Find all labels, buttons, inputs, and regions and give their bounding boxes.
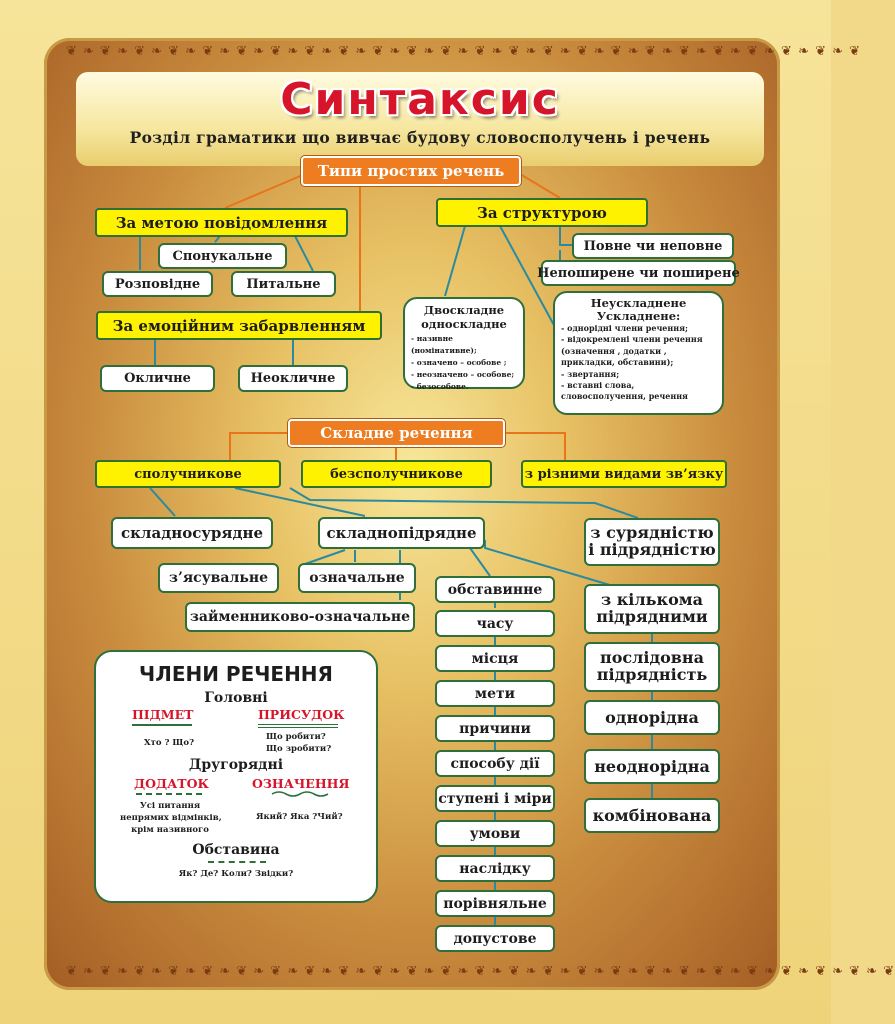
imperative-box: Спонукальне xyxy=(158,243,287,269)
attribute-question: Який? Яка ?Чий? xyxy=(256,812,343,822)
attribute-wavy-underline xyxy=(272,790,328,798)
complicated-item: (означення , додатки , xyxy=(561,345,667,356)
sequential-line-1: послідовна xyxy=(599,648,704,668)
top-ornament: ❦ ❧ ❦ ❧ ❦ ❧ ❦ ❧ ❦ ❧ ❦ ❧ ❦ ❧ ❦ ❧ ❦ ❧ ❦ ❧ ❦ ❧ ❦ ❧ ❦ ❧ ❦ ❧ ❦ ❧ ❦ ❧ ❦ ❧ ❦ ❧ ❦ ❧ ❦ ❧ ❦ ❧ ❦ ❧ ❦ ❧ ❦ xyxy=(66,44,862,59)
object-question-2: непрямих відмінків, xyxy=(120,813,222,823)
subordinate-box: складнопідрядне xyxy=(318,517,485,549)
several-line-2: підрядними xyxy=(596,607,708,626)
complicated-title-2: Ускладнене: xyxy=(596,309,681,323)
complicated-item: - звертання; xyxy=(561,368,620,379)
coordination-line-1: з сурядністю xyxy=(590,523,714,543)
two-part-item: - називне (номінативне); xyxy=(411,334,477,355)
complicated-card xyxy=(553,291,724,415)
complicated-item: словосполучення, речення xyxy=(561,391,688,402)
explanatory-box: з’ясувальне xyxy=(158,563,279,593)
two-part-card xyxy=(403,297,525,389)
adverbial-type-box: наслідку xyxy=(435,855,555,882)
extended-box: Непоширене чи поширене xyxy=(541,260,736,286)
two-part-item: - неозначено – особове; xyxy=(411,370,515,379)
two-part-list xyxy=(411,333,517,393)
secondary-members-label: Другорядні xyxy=(188,757,284,773)
adverbial-question: Як? Де? Коли? Звідки? xyxy=(178,869,294,879)
attributive-box: означальне xyxy=(298,563,416,593)
declarative-box: Розповідне xyxy=(102,271,213,297)
two-part-title-1: Двоскладне xyxy=(423,303,505,317)
adverbial-type-box: ступені і міри xyxy=(435,785,555,812)
by-emotion-box: За емоційним забарвленням xyxy=(96,311,382,340)
predicate-question-1: Що робити? xyxy=(266,732,326,742)
adverbial-type-box: умови xyxy=(435,820,555,847)
object-question-3: крім називного xyxy=(131,825,209,835)
adverbial-type-box: способу дії xyxy=(435,750,555,777)
non-conjunctive-box: безсполучникове xyxy=(301,460,492,488)
sequential-subordination-box xyxy=(584,642,720,692)
coordination-subordination-box xyxy=(584,518,720,566)
adverbial-type-box: мети xyxy=(435,680,555,707)
pronominal-box: займенниково-означальне xyxy=(185,602,415,632)
complex-sentence-header: Складне речення xyxy=(288,419,505,447)
complicated-item: - однорідні члени речення; xyxy=(561,323,688,333)
coordination-line-2: і підрядністю xyxy=(588,540,716,559)
object-underline xyxy=(136,793,202,795)
attribute-label: ОЗНАЧЕННЯ xyxy=(252,776,350,791)
adverbial-type-box: місця xyxy=(435,645,555,672)
complicated-list xyxy=(561,323,716,403)
page-title: Синтаксис xyxy=(280,74,560,125)
adverbial-type-box: часу xyxy=(435,610,555,637)
heterogeneous-box: неоднорідна xyxy=(584,749,720,784)
two-part-item: - означено – особове ; xyxy=(411,358,507,367)
several-subordinates-box xyxy=(584,584,720,634)
adverbial-type-box: причини xyxy=(435,715,555,742)
complicated-item: прикладки, обставини); xyxy=(561,357,674,368)
predicate-label: ПРИСУДОК xyxy=(258,707,345,722)
complicated-title-1: Неускладнене xyxy=(590,296,687,310)
combined-box: комбінована xyxy=(584,798,720,833)
by-structure-box: За структурою xyxy=(436,198,648,227)
mixed-connection-box: з різними видами зв’язку xyxy=(521,460,727,488)
sentence-members-card xyxy=(94,650,378,903)
complete-box: Повне чи неповне xyxy=(572,233,734,259)
object-question-1: Усі питання xyxy=(139,801,201,811)
adverbial-box: обставинне xyxy=(435,576,555,603)
object-question xyxy=(120,800,220,836)
non-exclamatory-box: Неокличне xyxy=(238,365,348,392)
complicated-item: - вставні слова, xyxy=(561,380,635,391)
predicate-question-2: Що зробити? xyxy=(266,744,332,754)
adverbial-underline xyxy=(208,861,266,863)
several-line-1: з кількома xyxy=(600,590,704,610)
homogeneous-box: однорідна xyxy=(584,700,720,735)
predicate-underline xyxy=(258,724,338,728)
compound-box: складносурядне xyxy=(111,517,273,549)
simple-sentence-types-header: Типи простих речень xyxy=(301,156,521,186)
subject-label: ПІДМЕТ xyxy=(132,707,194,722)
adverbial-type-box: порівняльне xyxy=(435,890,555,917)
subject-question: Хто ? Що? xyxy=(144,738,195,748)
two-part-title-2: односкладне xyxy=(421,317,507,331)
conjunctive-box: сполучникове xyxy=(95,460,281,488)
interrogative-box: Питальне xyxy=(231,271,336,297)
subject-underline xyxy=(132,724,192,726)
by-purpose-box: За метою повідомлення xyxy=(95,208,348,237)
complicated-item: - відокремлені члени речення xyxy=(561,334,703,345)
exclamatory-box: Окличне xyxy=(100,365,215,392)
members-title: ЧЛЕНИ РЕЧЕННЯ xyxy=(139,662,333,686)
page-subtitle: Розділ граматики що вивчає будову словосполучень і речень xyxy=(129,128,711,147)
two-part-item: - безособове. xyxy=(411,382,469,391)
object-label: ДОДАТОК xyxy=(134,776,209,791)
bottom-ornament: ❦ ❧ ❦ ❧ ❦ ❧ ❦ ❧ ❦ ❧ ❦ ❧ ❦ ❧ ❦ ❧ ❦ ❧ ❦ ❧ ❦ ❧ ❦ ❧ ❦ ❧ ❦ ❧ ❦ ❧ ❦ ❧ ❦ ❧ ❦ ❧ ❦ ❧ ❦ ❧ ❦ ❧ ❦ ❧ ❦ ❧ ❦ ❧ ❦ xyxy=(66,964,895,979)
main-members-label: Головні xyxy=(204,690,268,706)
sequential-line-2: підрядність xyxy=(596,665,708,684)
adverbial-type-box: допустове xyxy=(435,925,555,952)
adverbial-member-label: Обставина xyxy=(192,842,280,858)
